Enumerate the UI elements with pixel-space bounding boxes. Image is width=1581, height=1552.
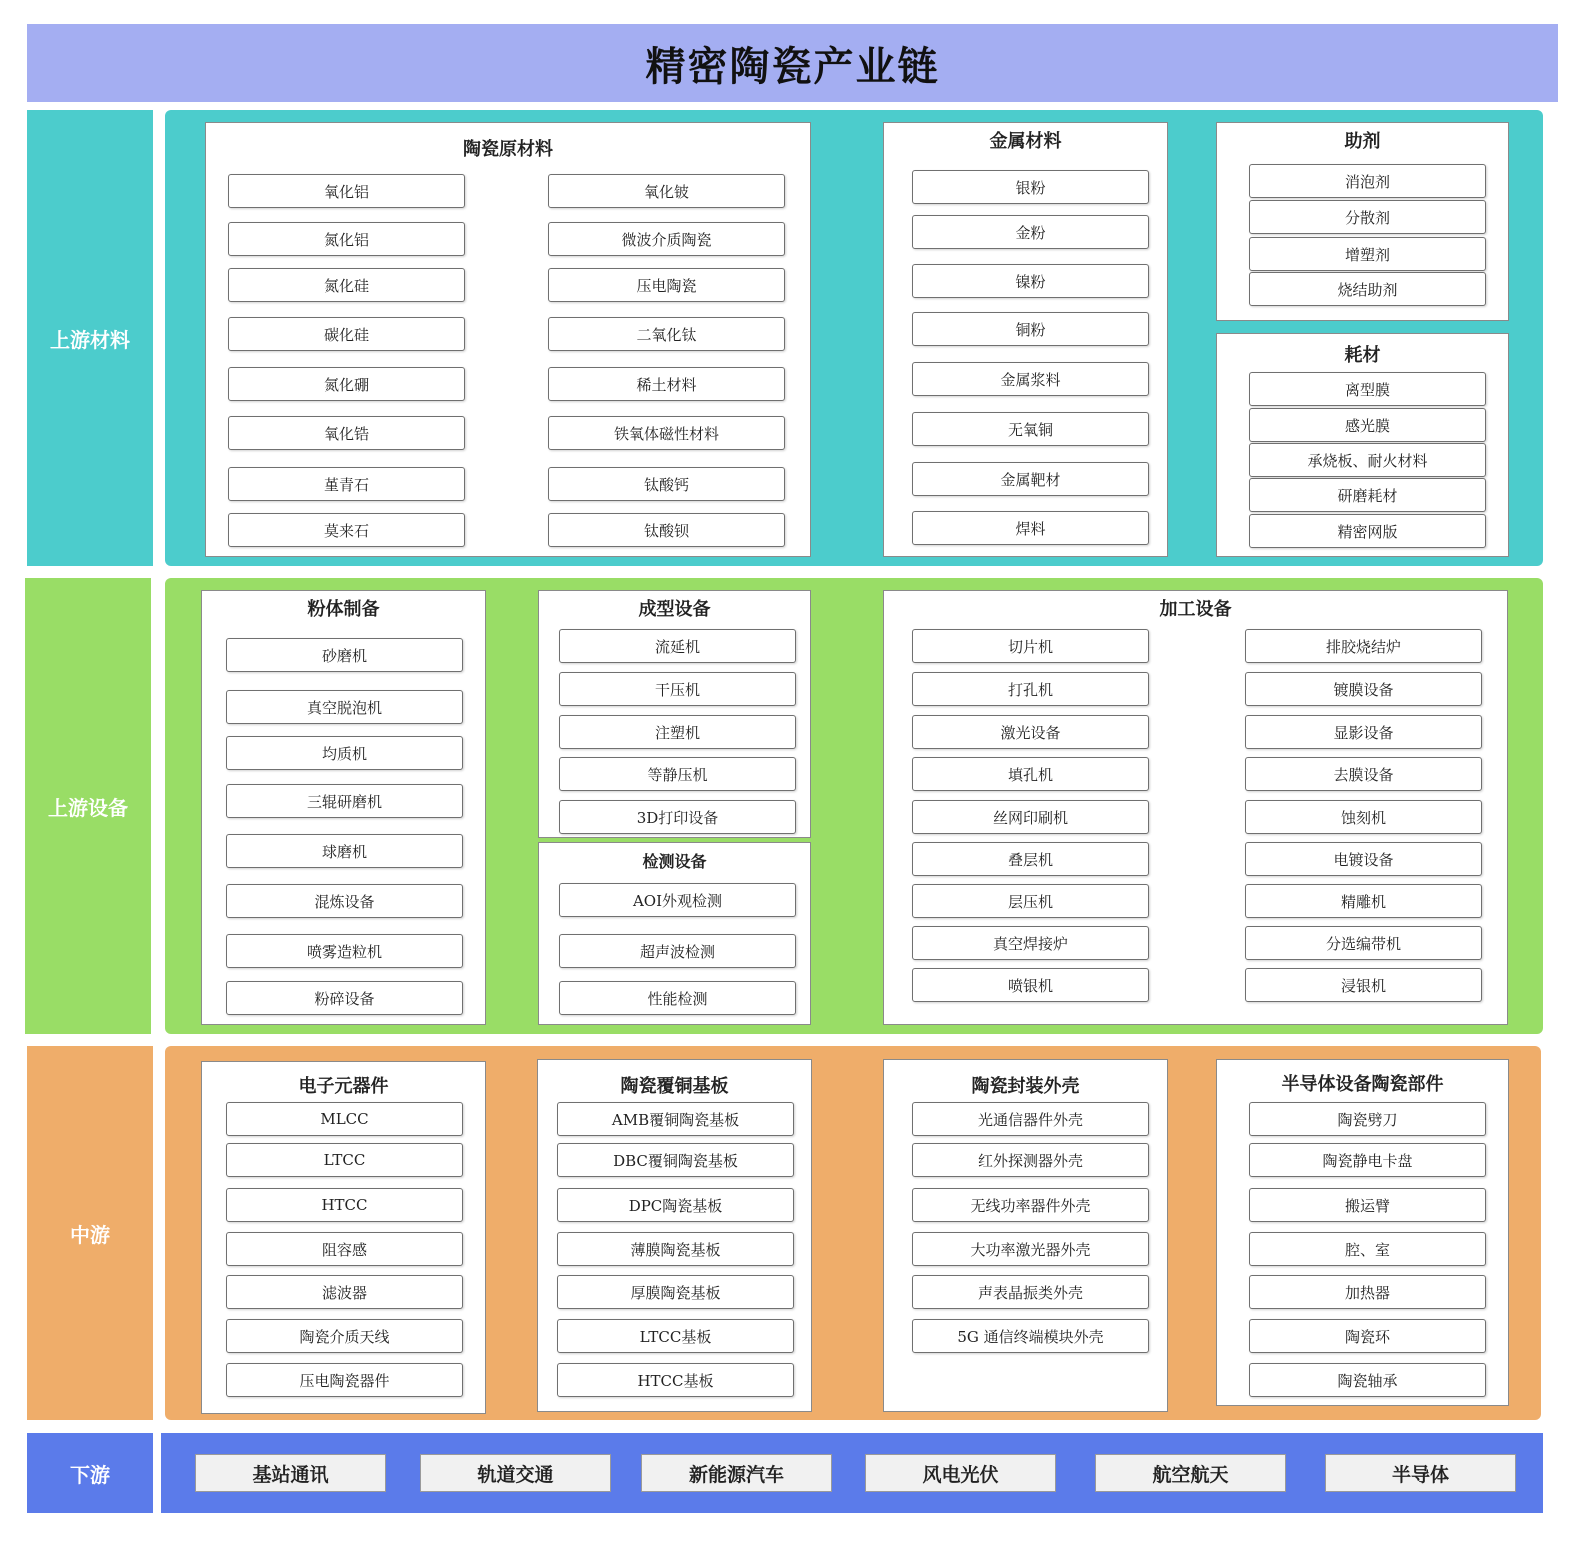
item-ceramic-raw: 铁氧体磁性材料 [548, 416, 785, 450]
item-package: 5G 通信终端模块外壳 [912, 1319, 1149, 1353]
item-powder: 喷雾造粒机 [226, 934, 463, 968]
item-semicon-part: 陶瓷劈刀 [1249, 1102, 1486, 1136]
group-title: 陶瓷原材料 [463, 139, 553, 160]
downstream-item: 风电光伏 [865, 1454, 1056, 1492]
item-powder: 均质机 [226, 736, 463, 770]
item-consumable: 感光膜 [1249, 408, 1486, 442]
group-electronic-components [201, 1061, 486, 1414]
section-label-downstream: 下游 [27, 1433, 153, 1513]
group-title: 耗材 [1344, 345, 1381, 366]
group-title: 检测设备 [642, 852, 707, 871]
item-metal: 金属靶材 [912, 462, 1149, 496]
item-consumable: 离型膜 [1249, 372, 1486, 406]
item-ceramic-raw: 氮化硼 [228, 367, 465, 401]
item-electronic: 滤波器 [226, 1275, 463, 1309]
section-label-midstream: 中游 [27, 1046, 153, 1420]
item-powder: 球磨机 [226, 834, 463, 868]
item-forming: 流延机 [559, 629, 796, 663]
group-forming-equipment [538, 590, 811, 838]
group-semiconductor-equipment-parts [1216, 1059, 1509, 1406]
item-additive: 分散剂 [1249, 200, 1486, 234]
item-substrate: 薄膜陶瓷基板 [557, 1232, 794, 1266]
group-title: 金属材料 [989, 131, 1062, 152]
item-additive: 烧结助剂 [1249, 272, 1486, 306]
group-ceramic-package-housing [883, 1059, 1168, 1412]
item-ceramic-raw: 钛酸钡 [548, 513, 785, 547]
item-processing: 镀膜设备 [1245, 672, 1482, 706]
item-metal: 银粉 [912, 170, 1149, 204]
section-label-upstream-equipment: 上游设备 [25, 578, 151, 1034]
item-processing: 浸银机 [1245, 968, 1482, 1002]
group-processing-equipment [883, 590, 1508, 1025]
item-processing: 切片机 [912, 629, 1149, 663]
item-consumable: 精密网版 [1249, 514, 1486, 548]
item-ceramic-raw: 莫来石 [228, 513, 465, 547]
item-processing: 去膜设备 [1245, 757, 1482, 791]
group-consumables [1216, 333, 1509, 557]
item-package: 红外探测器外壳 [912, 1143, 1149, 1177]
item-package: 大功率激光器外壳 [912, 1232, 1149, 1266]
item-substrate: AMB覆铜陶瓷基板 [557, 1102, 794, 1136]
item-ceramic-raw: 氮化铝 [228, 222, 465, 256]
group-testing-equipment [538, 842, 811, 1025]
item-ceramic-raw: 微波介质陶瓷 [548, 222, 785, 256]
item-semicon-part: 陶瓷静电卡盘 [1249, 1143, 1486, 1177]
item-processing: 叠层机 [912, 842, 1149, 876]
section-label-upstream-materials: 上游材料 [27, 110, 153, 566]
group-ceramic-raw-materials [205, 122, 811, 557]
item-processing: 分选编带机 [1245, 926, 1482, 960]
item-package: 声表晶振类外壳 [912, 1275, 1149, 1309]
group-title: 助剂 [1344, 131, 1381, 152]
item-testing: 性能检测 [559, 981, 796, 1015]
item-processing: 丝网印刷机 [912, 800, 1149, 834]
item-electronic: MLCC [226, 1102, 463, 1136]
item-ceramic-raw: 堇青石 [228, 467, 465, 501]
item-substrate: DPC陶瓷基板 [557, 1188, 794, 1222]
item-forming: 干压机 [559, 672, 796, 706]
item-electronic: 陶瓷介质天线 [226, 1319, 463, 1353]
item-substrate: DBC覆铜陶瓷基板 [557, 1143, 794, 1177]
item-ceramic-raw: 稀土材料 [548, 367, 785, 401]
item-semicon-part: 陶瓷环 [1249, 1319, 1486, 1353]
item-metal: 金属浆料 [912, 362, 1149, 396]
item-metal: 镍粉 [912, 264, 1149, 298]
item-ceramic-raw: 钛酸钙 [548, 467, 785, 501]
downstream-item: 半导体 [1325, 1454, 1516, 1492]
item-processing: 激光设备 [912, 715, 1149, 749]
item-processing: 喷银机 [912, 968, 1149, 1002]
item-semicon-part: 加热器 [1249, 1275, 1486, 1309]
downstream-item: 基站通讯 [195, 1454, 386, 1492]
item-semicon-part: 搬运臂 [1249, 1188, 1486, 1222]
item-processing: 排胶烧结炉 [1245, 629, 1482, 663]
item-additive: 增塑剂 [1249, 237, 1486, 271]
item-powder: 粉碎设备 [226, 981, 463, 1015]
item-ceramic-raw: 氧化锆 [228, 416, 465, 450]
downstream-item: 新能源汽车 [641, 1454, 832, 1492]
item-forming: 等静压机 [559, 757, 796, 791]
item-electronic: 压电陶瓷器件 [226, 1363, 463, 1397]
item-metal: 无氧铜 [912, 412, 1149, 446]
item-additive: 消泡剂 [1249, 164, 1486, 198]
item-consumable: 研磨耗材 [1249, 478, 1486, 512]
item-forming: 注塑机 [559, 715, 796, 749]
page-title: 精密陶瓷产业链 [27, 24, 1558, 102]
item-package: 无线功率器件外壳 [912, 1188, 1149, 1222]
item-metal: 铜粉 [912, 312, 1149, 346]
item-processing: 蚀刻机 [1245, 800, 1482, 834]
item-metal: 金粉 [912, 215, 1149, 249]
item-processing: 精雕机 [1245, 884, 1482, 918]
downstream-item: 轨道交通 [420, 1454, 611, 1492]
item-semicon-part: 陶瓷轴承 [1249, 1363, 1486, 1397]
item-processing: 真空焊接炉 [912, 926, 1149, 960]
item-powder: 三辊研磨机 [226, 784, 463, 818]
item-substrate: HTCC基板 [557, 1363, 794, 1397]
item-metal: 焊料 [912, 511, 1149, 545]
item-package: 光通信器件外壳 [912, 1102, 1149, 1136]
item-forming: 3D打印设备 [559, 800, 796, 834]
item-substrate: LTCC基板 [557, 1319, 794, 1353]
item-electronic: 阻容感 [226, 1232, 463, 1266]
item-consumable: 承烧板、耐火材料 [1249, 443, 1486, 477]
item-ceramic-raw: 碳化硅 [228, 317, 465, 351]
item-processing: 填孔机 [912, 757, 1149, 791]
group-title: 粉体制备 [307, 599, 380, 620]
item-ceramic-raw: 氧化铝 [228, 174, 465, 208]
item-processing: 电镀设备 [1245, 842, 1482, 876]
item-powder: 砂磨机 [226, 638, 463, 672]
item-powder: 真空脱泡机 [226, 690, 463, 724]
item-ceramic-raw: 氧化铍 [548, 174, 785, 208]
downstream-item: 航空航天 [1095, 1454, 1286, 1492]
item-processing: 层压机 [912, 884, 1149, 918]
item-electronic: LTCC [226, 1143, 463, 1177]
group-metal-materials [883, 122, 1168, 557]
item-testing: 超声波检测 [559, 934, 796, 968]
item-testing: AOI外观检测 [559, 883, 796, 917]
group-copper-clad-substrate [537, 1059, 812, 1412]
group-title: 半导体设备陶瓷部件 [1281, 1074, 1444, 1095]
item-processing: 显影设备 [1245, 715, 1482, 749]
group-title: 加工设备 [1159, 599, 1232, 620]
item-semicon-part: 腔、室 [1249, 1232, 1486, 1266]
item-powder: 混炼设备 [226, 884, 463, 918]
group-powder-preparation [201, 590, 486, 1025]
item-electronic: HTCC [226, 1188, 463, 1222]
item-ceramic-raw: 压电陶瓷 [548, 268, 785, 302]
item-substrate: 厚膜陶瓷基板 [557, 1275, 794, 1309]
item-processing: 打孔机 [912, 672, 1149, 706]
group-additives [1216, 122, 1509, 321]
group-title: 陶瓷覆铜基板 [620, 1076, 729, 1097]
item-ceramic-raw: 氮化硅 [228, 268, 465, 302]
group-title: 电子元器件 [298, 1076, 389, 1097]
group-title: 陶瓷封装外壳 [971, 1076, 1080, 1097]
item-ceramic-raw: 二氧化钛 [548, 317, 785, 351]
group-title: 成型设备 [638, 599, 711, 620]
